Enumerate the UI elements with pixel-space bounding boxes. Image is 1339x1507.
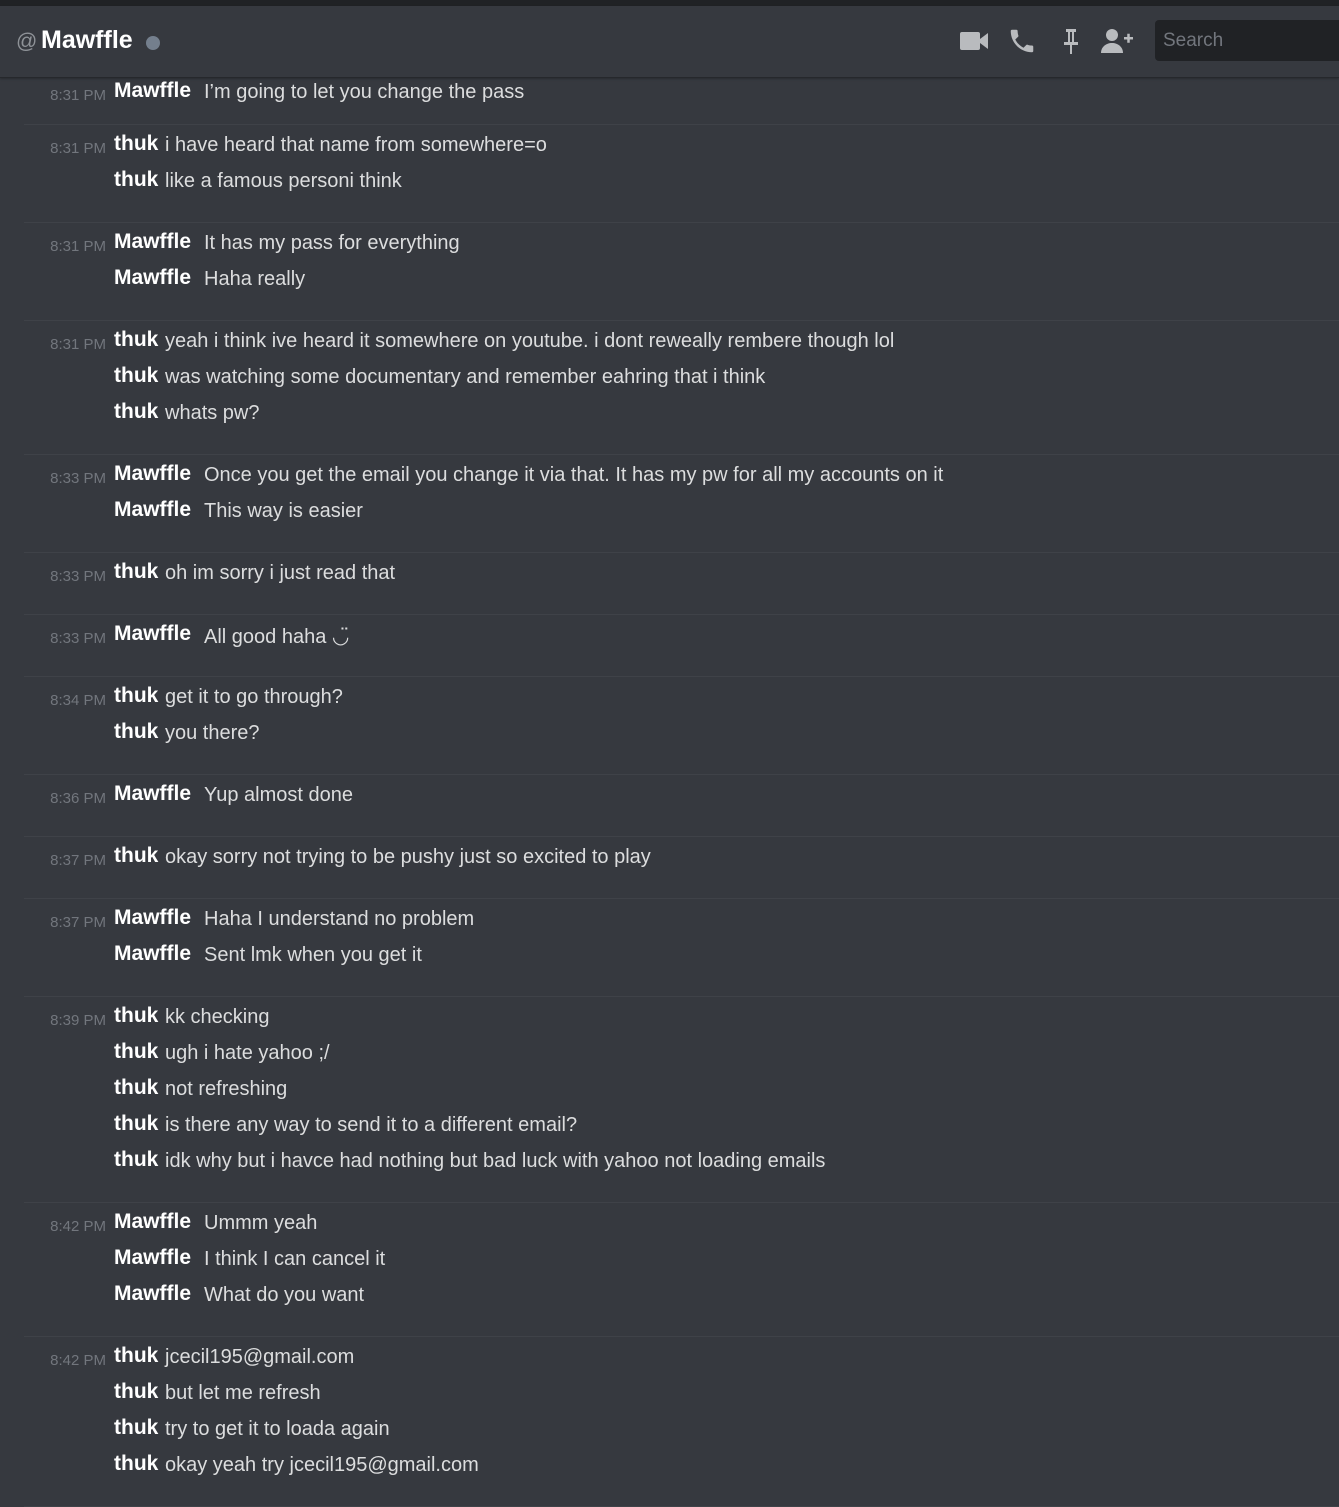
message-text: ugh i hate yahoo ;/	[165, 1042, 330, 1064]
message-author[interactable]: Mawffle	[114, 462, 192, 485]
message-text: I think I can cancel it	[204, 1248, 386, 1270]
message-timestamp: 8:31 PM	[50, 238, 106, 255]
message-text: but let me refresh	[165, 1382, 321, 1404]
message-line	[24, 327, 1324, 363]
message-text: like a famous personi think	[165, 170, 402, 192]
message-text: yeah i think ive heard it somewhere on youtube. i dont reweally rembere though lol	[165, 330, 895, 352]
message-author[interactable]: thuk	[114, 560, 159, 583]
message-timestamp: 8:31 PM	[50, 87, 106, 104]
message-group	[24, 899, 1339, 997]
message-text: It has my pass for everything	[204, 232, 460, 254]
message-line	[24, 1415, 1324, 1451]
message-text: get it to go through?	[165, 686, 343, 708]
message-group	[24, 79, 1339, 125]
message-text: oh im sorry i just read that	[165, 562, 396, 584]
message-text: This way is easier	[204, 500, 363, 522]
message-timestamp: 8:42 PM	[50, 1218, 106, 1235]
message-group	[24, 321, 1339, 455]
message-text: kk checking	[165, 1006, 270, 1028]
message-author[interactable]: thuk	[114, 1040, 159, 1063]
message-author[interactable]: Mawffle	[114, 942, 192, 965]
message-line	[24, 1281, 1324, 1317]
message-text: All good haha ◡̈	[204, 626, 350, 648]
message-author[interactable]: thuk	[114, 400, 159, 423]
message-text: What do you want	[204, 1284, 365, 1306]
message-author[interactable]: thuk	[114, 684, 159, 707]
message-timestamp: 8:36 PM	[50, 790, 106, 807]
message-group	[24, 223, 1339, 321]
message-author[interactable]: Mawffle	[114, 79, 192, 102]
message-line	[24, 78, 1324, 114]
channel-header	[0, 6, 1339, 78]
message-text: is there any way to send it to a different email?	[165, 1114, 578, 1136]
message-author[interactable]: Mawffle	[114, 1246, 192, 1269]
message-author[interactable]: thuk	[114, 364, 159, 387]
message-text: I’m going to let you change the pass	[204, 81, 525, 103]
message-line	[24, 265, 1324, 301]
message-line	[24, 843, 1324, 879]
message-line	[24, 399, 1324, 435]
message-timestamp: 8:33 PM	[50, 630, 106, 647]
message-line	[24, 683, 1324, 719]
message-author[interactable]: thuk	[114, 844, 159, 867]
message-author[interactable]: thuk	[114, 720, 159, 743]
message-group	[24, 1337, 1339, 1507]
message-line	[24, 363, 1324, 399]
dm-at-symbol: @	[16, 30, 38, 53]
message-author[interactable]: thuk	[114, 1076, 159, 1099]
message-author[interactable]: Mawffle	[114, 230, 192, 253]
message-text: try to get it to loada again	[165, 1418, 390, 1440]
message-line	[24, 461, 1324, 497]
message-author[interactable]: thuk	[114, 168, 159, 191]
message-author[interactable]: Mawffle	[114, 906, 192, 929]
message-group	[24, 1203, 1339, 1337]
message-author[interactable]: Mawffle	[114, 498, 192, 521]
message-author[interactable]: thuk	[114, 1416, 159, 1439]
message-text: Once you get the email you change it via that. It has my pw for all my accounts on it	[204, 464, 944, 486]
message-line	[24, 559, 1324, 595]
message-text: Haha really	[204, 268, 306, 290]
message-line	[24, 1379, 1324, 1415]
message-author[interactable]: thuk	[114, 328, 159, 351]
offline-status-icon	[146, 36, 160, 50]
message-author[interactable]: thuk	[114, 1112, 159, 1135]
message-group	[24, 553, 1339, 615]
video-camera-icon[interactable]	[957, 24, 991, 58]
phone-icon[interactable]	[1005, 24, 1039, 58]
message-line	[24, 229, 1324, 265]
message-text: okay sorry not trying to be pushy just so excited to play	[165, 846, 651, 868]
message-text: idk why but i havce had nothing but bad luck with yahoo not loading emails	[165, 1150, 826, 1172]
message-timestamp: 8:34 PM	[50, 692, 106, 709]
message-author[interactable]: thuk	[114, 132, 159, 155]
message-text: was watching some documentary and remember eahring that i think	[165, 366, 766, 388]
message-author[interactable]: thuk	[114, 1452, 159, 1475]
message-timestamp: 8:33 PM	[50, 470, 106, 487]
message-text: Ummm yeah	[204, 1212, 318, 1234]
message-line	[24, 905, 1324, 941]
message-line	[24, 1451, 1324, 1487]
message-author[interactable]: thuk	[114, 1380, 159, 1403]
message-line	[24, 1147, 1324, 1183]
message-author[interactable]: thuk	[114, 1004, 159, 1027]
message-timestamp: 8:37 PM	[50, 914, 106, 931]
message-text: you there?	[165, 722, 260, 744]
message-author[interactable]: thuk	[114, 1344, 159, 1367]
message-text: okay yeah try jcecil195@gmail.com	[165, 1454, 479, 1476]
message-timestamp: 8:31 PM	[50, 140, 106, 157]
message-text: Haha I understand no problem	[204, 908, 475, 930]
message-group	[24, 615, 1339, 677]
message-group	[24, 125, 1339, 223]
message-timestamp: 8:39 PM	[50, 1012, 106, 1029]
message-group	[24, 455, 1339, 553]
message-text: not refreshing	[165, 1078, 288, 1100]
message-text: whats pw?	[165, 402, 260, 424]
message-text: i have heard that name from somewhere=o	[165, 134, 547, 156]
message-line	[24, 167, 1324, 203]
add-friend-icon[interactable]	[1100, 24, 1134, 58]
message-author[interactable]: Mawffle	[114, 1282, 192, 1305]
message-text: Yup almost done	[204, 784, 353, 806]
message-timestamp: 8:31 PM	[50, 336, 106, 353]
search-box[interactable]	[1155, 20, 1339, 61]
message-line	[24, 1343, 1324, 1379]
message-line	[24, 497, 1324, 533]
message-line	[24, 719, 1324, 755]
message-line	[24, 1039, 1324, 1075]
message-line	[24, 781, 1324, 817]
message-author[interactable]: Mawffle	[114, 782, 192, 805]
message-line	[24, 131, 1324, 167]
message-group	[24, 775, 1339, 837]
message-timestamp: 8:33 PM	[50, 568, 106, 585]
message-line	[24, 941, 1324, 977]
channel-title: Mawffle	[41, 26, 133, 54]
message-author[interactable]: thuk	[114, 1148, 159, 1171]
message-line	[24, 1075, 1324, 1111]
message-author[interactable]: Mawffle	[114, 1210, 192, 1233]
message-text: jcecil195@gmail.com	[165, 1346, 355, 1368]
message-text: Sent lmk when you get it	[204, 944, 422, 966]
message-line	[24, 1003, 1324, 1039]
message-line	[24, 1245, 1324, 1281]
message-line	[24, 1111, 1324, 1147]
message-line	[24, 621, 1324, 657]
pin-icon[interactable]	[1054, 24, 1088, 58]
message-timestamp: 8:37 PM	[50, 852, 106, 869]
message-author[interactable]: Mawffle	[114, 622, 192, 645]
message-group	[24, 997, 1339, 1203]
message-author[interactable]: Mawffle	[114, 266, 192, 289]
search-input[interactable]	[1163, 30, 1339, 52]
message-line	[24, 1209, 1324, 1245]
message-timestamp: 8:42 PM	[50, 1352, 106, 1369]
message-group	[24, 677, 1339, 775]
message-group	[24, 837, 1339, 899]
